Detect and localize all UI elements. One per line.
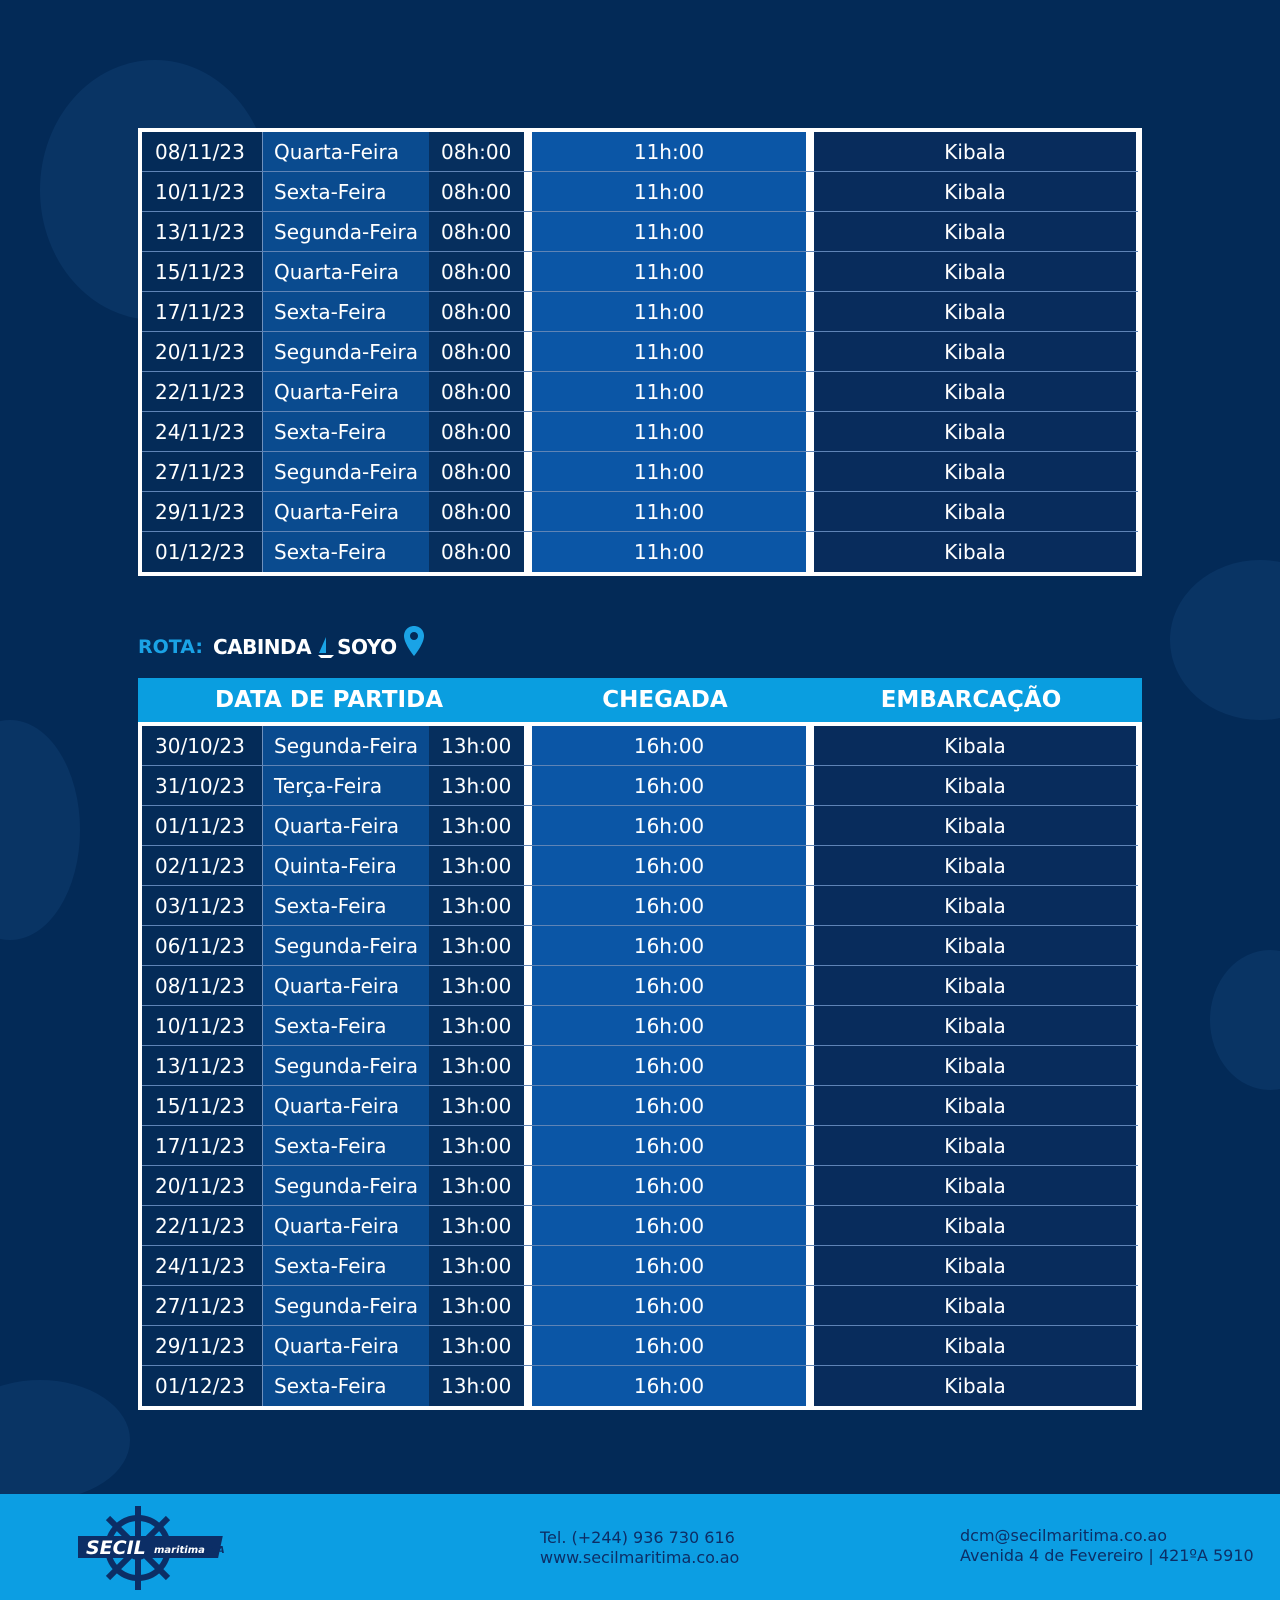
weekday: Quarta-Feira (263, 492, 429, 531)
schedule-header (138, 678, 1142, 722)
column-divider (806, 1126, 814, 1165)
departure-time: 08h:00 (429, 412, 524, 451)
header-departure: DATA DE PARTIDA (215, 687, 443, 713)
column-divider (806, 1006, 814, 1045)
column-divider (524, 412, 532, 451)
weekday: Quarta-Feira (263, 806, 429, 845)
column-divider (524, 332, 532, 371)
table-row (142, 726, 1138, 766)
departure-time: 13h:00 (429, 766, 524, 805)
column-divider (806, 292, 814, 331)
vessel-name: Kibala (814, 132, 1136, 171)
weekday: Quarta-Feira (263, 132, 429, 171)
arrival-time: 16h:00 (532, 1126, 806, 1165)
table-row (142, 1326, 1138, 1366)
departure-time: 08h:00 (429, 332, 524, 371)
departure-time: 13h:00 (429, 926, 524, 965)
table-row (142, 766, 1138, 806)
column-divider (806, 846, 814, 885)
column-divider (524, 1046, 532, 1085)
weekday: Sexta-Feira (263, 532, 429, 572)
column-divider (806, 412, 814, 451)
weekday: Sexta-Feira (263, 1366, 429, 1406)
vessel-name: Kibala (814, 886, 1136, 925)
column-divider (806, 806, 814, 845)
departure-date: 10/11/23 (142, 172, 263, 211)
departure-time: 08h:00 (429, 492, 524, 531)
weekday: Segunda-Feira (263, 1046, 429, 1085)
table-row (142, 492, 1138, 532)
weekday: Sexta-Feira (263, 886, 429, 925)
table-row (142, 292, 1138, 332)
arrival-time: 11h:00 (532, 132, 806, 171)
departure-time: 13h:00 (429, 886, 524, 925)
departure-date: 06/11/23 (142, 926, 263, 965)
svg-text:,SA: ,SA (206, 1545, 225, 1556)
column-divider (524, 1166, 532, 1205)
column-divider (524, 1086, 532, 1125)
weekday: Sexta-Feira (263, 1006, 429, 1045)
table-row (142, 1286, 1138, 1326)
svg-text:maritima: maritima (154, 1545, 205, 1556)
arrival-time: 16h:00 (532, 966, 806, 1005)
arrival-time: 16h:00 (532, 1366, 806, 1406)
arrival-time: 16h:00 (532, 846, 806, 885)
arrival-time: 16h:00 (532, 766, 806, 805)
schedule-table-2 (138, 722, 1142, 1410)
weekday: Segunda-Feira (263, 212, 429, 251)
footer-website[interactable]: www.secilmaritima.co.ao (540, 1548, 740, 1567)
departure-time: 08h:00 (429, 292, 524, 331)
arrival-time: 11h:00 (532, 172, 806, 211)
departure-date: 01/11/23 (142, 806, 263, 845)
vessel-name: Kibala (814, 412, 1136, 451)
column-divider (806, 1206, 814, 1245)
departure-date: 22/11/23 (142, 372, 263, 411)
table-row (142, 252, 1138, 292)
vessel-name: Kibala (814, 1366, 1136, 1406)
column-divider (806, 1166, 814, 1205)
vessel-name: Kibala (814, 372, 1136, 411)
route-destination: SOYO (337, 635, 397, 659)
vessel-name: Kibala (814, 1006, 1136, 1045)
departure-time: 13h:00 (429, 1246, 524, 1285)
arrival-time: 16h:00 (532, 1206, 806, 1245)
departure-time: 08h:00 (429, 212, 524, 251)
table-row (142, 1206, 1138, 1246)
column-divider (806, 212, 814, 251)
weekday: Sexta-Feira (263, 1246, 429, 1285)
vessel-name: Kibala (814, 492, 1136, 531)
weekday: Segunda-Feira (263, 926, 429, 965)
table-row (142, 332, 1138, 372)
column-divider (524, 766, 532, 805)
arrival-time: 11h:00 (532, 332, 806, 371)
column-divider (806, 252, 814, 291)
departure-time: 08h:00 (429, 132, 524, 171)
departure-date: 02/11/23 (142, 846, 263, 885)
table-row (142, 172, 1138, 212)
column-divider (806, 172, 814, 211)
footer-email[interactable]: dcm@secilmaritima.co.ao (960, 1526, 1167, 1545)
vessel-name: Kibala (814, 452, 1136, 491)
departure-date: 29/11/23 (142, 492, 263, 531)
vessel-name: Kibala (814, 292, 1136, 331)
vessel-name: Kibala (814, 1086, 1136, 1125)
column-divider (806, 132, 814, 171)
vessel-name: Kibala (814, 1326, 1136, 1365)
route-label: ROTA: (138, 636, 203, 658)
departure-date: 20/11/23 (142, 1166, 263, 1205)
footer-address: Avenida 4 de Fevereiro | 421ºA 5910 (960, 1546, 1254, 1565)
column-divider (806, 1246, 814, 1285)
vessel-name: Kibala (814, 212, 1136, 251)
column-divider (806, 1046, 814, 1085)
departure-date: 10/11/23 (142, 1006, 263, 1045)
departure-time: 13h:00 (429, 1366, 524, 1406)
departure-date: 27/11/23 (142, 1286, 263, 1325)
arrival-time: 16h:00 (532, 1326, 806, 1365)
arrival-time: 16h:00 (532, 1006, 806, 1045)
column-divider (524, 886, 532, 925)
table-row (142, 806, 1138, 846)
departure-date: 24/11/23 (142, 412, 263, 451)
vessel-name: Kibala (814, 1166, 1136, 1205)
vessel-name: Kibala (814, 726, 1136, 765)
footer-phone: Tel. (+244) 936 730 616 (540, 1528, 735, 1547)
departure-date: 17/11/23 (142, 292, 263, 331)
arrival-time: 11h:00 (532, 292, 806, 331)
column-divider (524, 292, 532, 331)
weekday: Quinta-Feira (263, 846, 429, 885)
departure-time: 08h:00 (429, 252, 524, 291)
departure-time: 13h:00 (429, 1326, 524, 1365)
table-row (142, 886, 1138, 926)
weekday: Segunda-Feira (263, 1166, 429, 1205)
column-divider (524, 1206, 532, 1245)
svg-text:SECIL: SECIL (86, 1537, 146, 1559)
weekday: Sexta-Feira (263, 292, 429, 331)
departure-time: 13h:00 (429, 1126, 524, 1165)
column-divider (806, 332, 814, 371)
vessel-name: Kibala (814, 926, 1136, 965)
column-divider (524, 372, 532, 411)
header-arrival: CHEGADA (602, 687, 728, 713)
column-divider (524, 132, 532, 171)
column-divider (524, 452, 532, 491)
vessel-name: Kibala (814, 1206, 1136, 1245)
arrival-time: 16h:00 (532, 886, 806, 925)
column-divider (806, 1286, 814, 1325)
column-divider (806, 966, 814, 1005)
table-row (142, 966, 1138, 1006)
table-row (142, 532, 1138, 572)
column-divider (524, 212, 532, 251)
column-divider (806, 766, 814, 805)
background-blob (0, 720, 80, 940)
column-divider (524, 846, 532, 885)
table-row (142, 372, 1138, 412)
header-vessel: EMBARCAÇÃO (880, 687, 1062, 713)
route-origin: CABINDA (212, 635, 312, 659)
table-row (142, 212, 1138, 252)
arrival-time: 16h:00 (532, 926, 806, 965)
weekday: Quarta-Feira (263, 372, 429, 411)
departure-date: 31/10/23 (142, 766, 263, 805)
column-divider (524, 926, 532, 965)
column-divider (806, 1366, 814, 1406)
column-divider (806, 372, 814, 411)
column-divider (806, 1086, 814, 1125)
column-divider (524, 966, 532, 1005)
departure-time: 13h:00 (429, 1006, 524, 1045)
table-row (142, 1006, 1138, 1046)
weekday: Sexta-Feira (263, 172, 429, 211)
table-row (142, 1246, 1138, 1286)
arrival-time: 16h:00 (532, 1286, 806, 1325)
vessel-name: Kibala (814, 1046, 1136, 1085)
footer (0, 1494, 1280, 1600)
table-row (142, 1046, 1138, 1086)
departure-date: 01/12/23 (142, 1366, 263, 1406)
departure-date: 22/11/23 (142, 1206, 263, 1245)
departure-date: 08/11/23 (142, 132, 263, 171)
column-divider (806, 452, 814, 491)
departure-time: 08h:00 (429, 372, 524, 411)
column-divider (524, 532, 532, 572)
departure-date: 24/11/23 (142, 1246, 263, 1285)
departure-time: 13h:00 (429, 1206, 524, 1245)
column-divider (524, 1366, 532, 1406)
vessel-name: Kibala (814, 806, 1136, 845)
departure-date: 03/11/23 (142, 886, 263, 925)
arrival-time: 11h:00 (532, 412, 806, 451)
arrival-time: 11h:00 (532, 492, 806, 531)
column-divider (806, 1326, 814, 1365)
column-divider (524, 1246, 532, 1285)
map-pin-icon (403, 625, 425, 657)
weekday: Sexta-Feira (263, 1126, 429, 1165)
column-divider (806, 726, 814, 765)
weekday: Segunda-Feira (263, 452, 429, 491)
departure-time: 13h:00 (429, 726, 524, 765)
ship-wheel-logo-icon (78, 1502, 243, 1594)
weekday: Segunda-Feira (263, 726, 429, 765)
weekday: Quarta-Feira (263, 966, 429, 1005)
column-divider (524, 726, 532, 765)
table-row (142, 1086, 1138, 1126)
weekday: Quarta-Feira (263, 1086, 429, 1125)
table-row (142, 1166, 1138, 1206)
route-heading (138, 630, 425, 664)
column-divider (524, 1126, 532, 1165)
departure-date: 08/11/23 (142, 966, 263, 1005)
arrival-time: 11h:00 (532, 212, 806, 251)
table-row (142, 1126, 1138, 1166)
table-row (142, 1366, 1138, 1406)
departure-time: 13h:00 (429, 1166, 524, 1205)
vessel-name: Kibala (814, 846, 1136, 885)
departure-time: 13h:00 (429, 846, 524, 885)
weekday: Quarta-Feira (263, 252, 429, 291)
column-divider (524, 172, 532, 211)
departure-time: 13h:00 (429, 966, 524, 1005)
departure-date: 29/11/23 (142, 1326, 263, 1365)
departure-time: 08h:00 (429, 452, 524, 491)
arrival-time: 11h:00 (532, 532, 806, 572)
vessel-name: Kibala (814, 332, 1136, 371)
arrival-time: 16h:00 (532, 1166, 806, 1205)
arrival-time: 16h:00 (532, 1046, 806, 1085)
background-blob (1170, 560, 1280, 720)
arrival-time: 16h:00 (532, 1086, 806, 1125)
departure-time: 13h:00 (429, 806, 524, 845)
weekday: Segunda-Feira (263, 332, 429, 371)
arrival-time: 11h:00 (532, 372, 806, 411)
arrival-time: 11h:00 (532, 252, 806, 291)
table-row (142, 846, 1138, 886)
departure-time: 08h:00 (429, 172, 524, 211)
column-divider (806, 492, 814, 531)
departure-time: 13h:00 (429, 1086, 524, 1125)
weekday: Terça-Feira (263, 766, 429, 805)
column-divider (524, 1006, 532, 1045)
departure-date: 15/11/23 (142, 252, 263, 291)
departure-time: 13h:00 (429, 1286, 524, 1325)
column-divider (806, 886, 814, 925)
table-row (142, 132, 1138, 172)
column-divider (524, 1326, 532, 1365)
weekday: Quarta-Feira (263, 1206, 429, 1245)
weekday: Sexta-Feira (263, 412, 429, 451)
departure-date: 13/11/23 (142, 212, 263, 251)
departure-date: 27/11/23 (142, 452, 263, 491)
arrival-time: 16h:00 (532, 726, 806, 765)
arrival-time: 11h:00 (532, 452, 806, 491)
background-blob (0, 1380, 130, 1500)
arrival-time: 16h:00 (532, 806, 806, 845)
vessel-name: Kibala (814, 1246, 1136, 1285)
table-row (142, 926, 1138, 966)
column-divider (524, 806, 532, 845)
table-row (142, 452, 1138, 492)
departure-date: 13/11/23 (142, 1046, 263, 1085)
schedule-table-1 (138, 128, 1142, 576)
departure-date: 01/12/23 (142, 532, 263, 572)
vessel-name: Kibala (814, 766, 1136, 805)
background-blob (1210, 950, 1280, 1090)
weekday: Segunda-Feira (263, 1286, 429, 1325)
arrival-time: 16h:00 (532, 1246, 806, 1285)
departure-date: 17/11/23 (142, 1126, 263, 1165)
vessel-name: Kibala (814, 532, 1136, 572)
column-divider (524, 252, 532, 291)
departure-time: 08h:00 (429, 532, 524, 572)
vessel-name: Kibala (814, 1126, 1136, 1165)
departure-time: 13h:00 (429, 1046, 524, 1085)
vessel-name: Kibala (814, 172, 1136, 211)
vessel-name: Kibala (814, 1286, 1136, 1325)
vessel-name: Kibala (814, 966, 1136, 1005)
vessel-name: Kibala (814, 252, 1136, 291)
departure-date: 20/11/23 (142, 332, 263, 371)
column-divider (524, 492, 532, 531)
departure-date: 15/11/23 (142, 1086, 263, 1125)
departure-date: 30/10/23 (142, 726, 263, 765)
column-divider (806, 926, 814, 965)
weekday: Quarta-Feira (263, 1326, 429, 1365)
column-divider (806, 532, 814, 572)
sailboat-icon (317, 635, 335, 659)
column-divider (524, 1286, 532, 1325)
table-row (142, 412, 1138, 452)
